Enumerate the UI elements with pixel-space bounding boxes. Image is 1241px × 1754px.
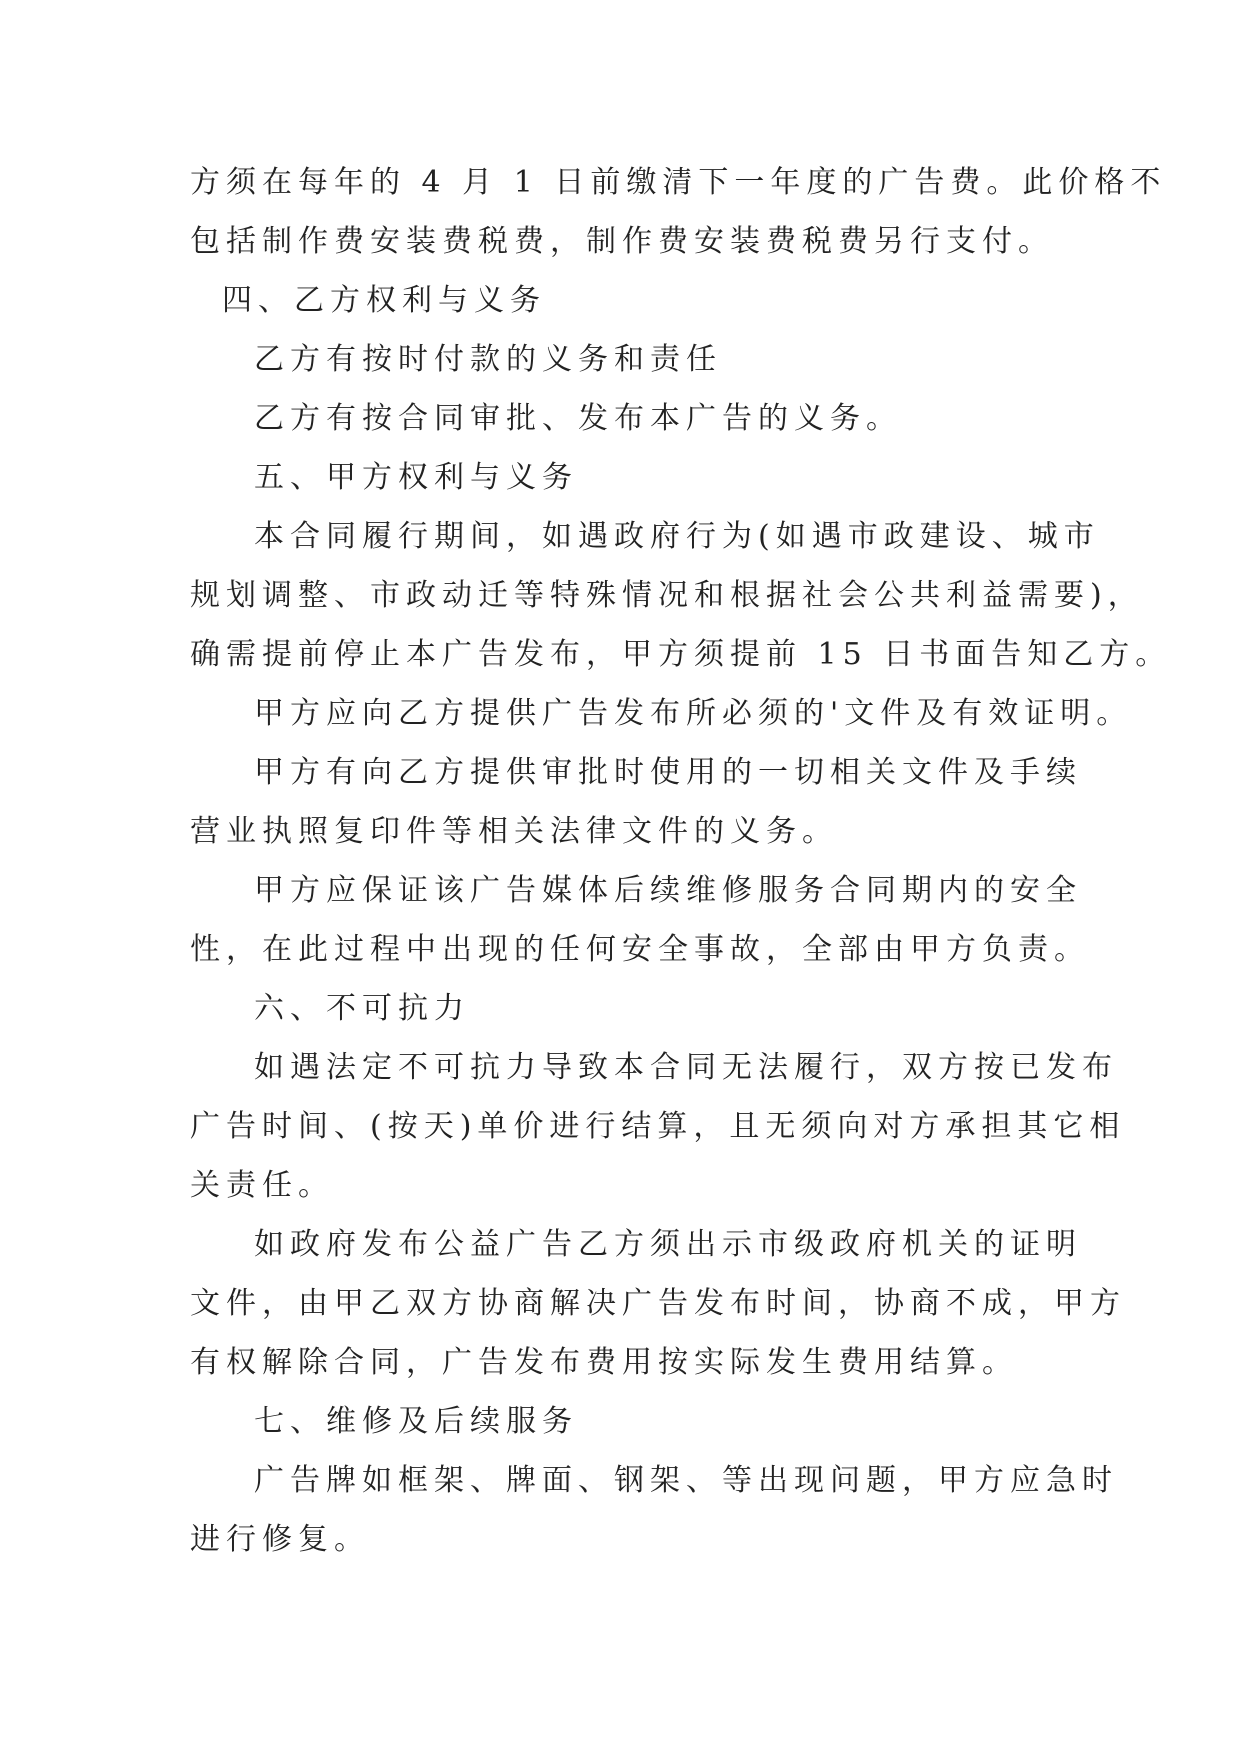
section-heading-6: 六、不可抗力 — [254, 991, 470, 1026]
text-line: 乙方有按合同审批、发布本广告的义务。 — [254, 401, 902, 436]
text-line: 关责任。 — [190, 1168, 334, 1203]
text-line: 方须在每年的 4 月 1 日前缴清下一年度的广告费。此价格不 — [190, 165, 1167, 200]
text-line: 如遇法定不可抗力导致本合同无法履行，双方按已发布 — [254, 1050, 1118, 1085]
text-line: 甲方有向乙方提供审批时使用的一切相关文件及手续 — [254, 755, 1082, 790]
section-heading-7: 七、维修及后续服务 — [254, 1404, 578, 1439]
section-heading-4: 四、乙方权利与义务 — [222, 283, 546, 318]
text-line: 乙方有按时付款的义务和责任 — [254, 342, 722, 377]
text-line: 甲方应向乙方提供广告发布所必须的'文件及有效证明。 — [254, 696, 1133, 731]
text-line: 广告牌如框架、牌面、钢架、等出现问题，甲方应急时 — [254, 1463, 1118, 1498]
text-line: 包括制作费安装费税费，制作费安装费税费另行支付。 — [190, 224, 1054, 259]
text-line: 本合同履行期间，如遇政府行为(如遇市政建设、城市 — [254, 519, 1100, 554]
text-line: 如政府发布公益广告乙方须出示市级政府机关的证明 — [254, 1227, 1082, 1262]
section-heading-5: 五、甲方权利与义务 — [254, 460, 578, 495]
text-line: 性，在此过程中出现的任何安全事故，全部由甲方负责。 — [190, 932, 1090, 967]
text-line: 有权解除合同，广告发布费用按实际发生费用结算。 — [190, 1345, 1018, 1380]
text-line: 甲方应保证该广告媒体后续维修服务合同期内的安全 — [254, 873, 1082, 908]
text-line: 广告时间、(按天)单价进行结算，且无须向对方承担其它相 — [190, 1109, 1126, 1144]
text-line: 确需提前停止本广告发布，甲方须提前 15 日书面告知乙方。 — [190, 637, 1172, 672]
text-line: 营业执照复印件等相关法律文件的义务。 — [190, 814, 838, 849]
text-line: 文件，由甲乙双方协商解决广告发布时间，协商不成，甲方 — [190, 1286, 1126, 1321]
text-line: 规划调整、市政动迁等特殊情况和根据社会公共利益需要)， — [190, 578, 1144, 613]
text-line: 进行修复。 — [190, 1522, 370, 1557]
